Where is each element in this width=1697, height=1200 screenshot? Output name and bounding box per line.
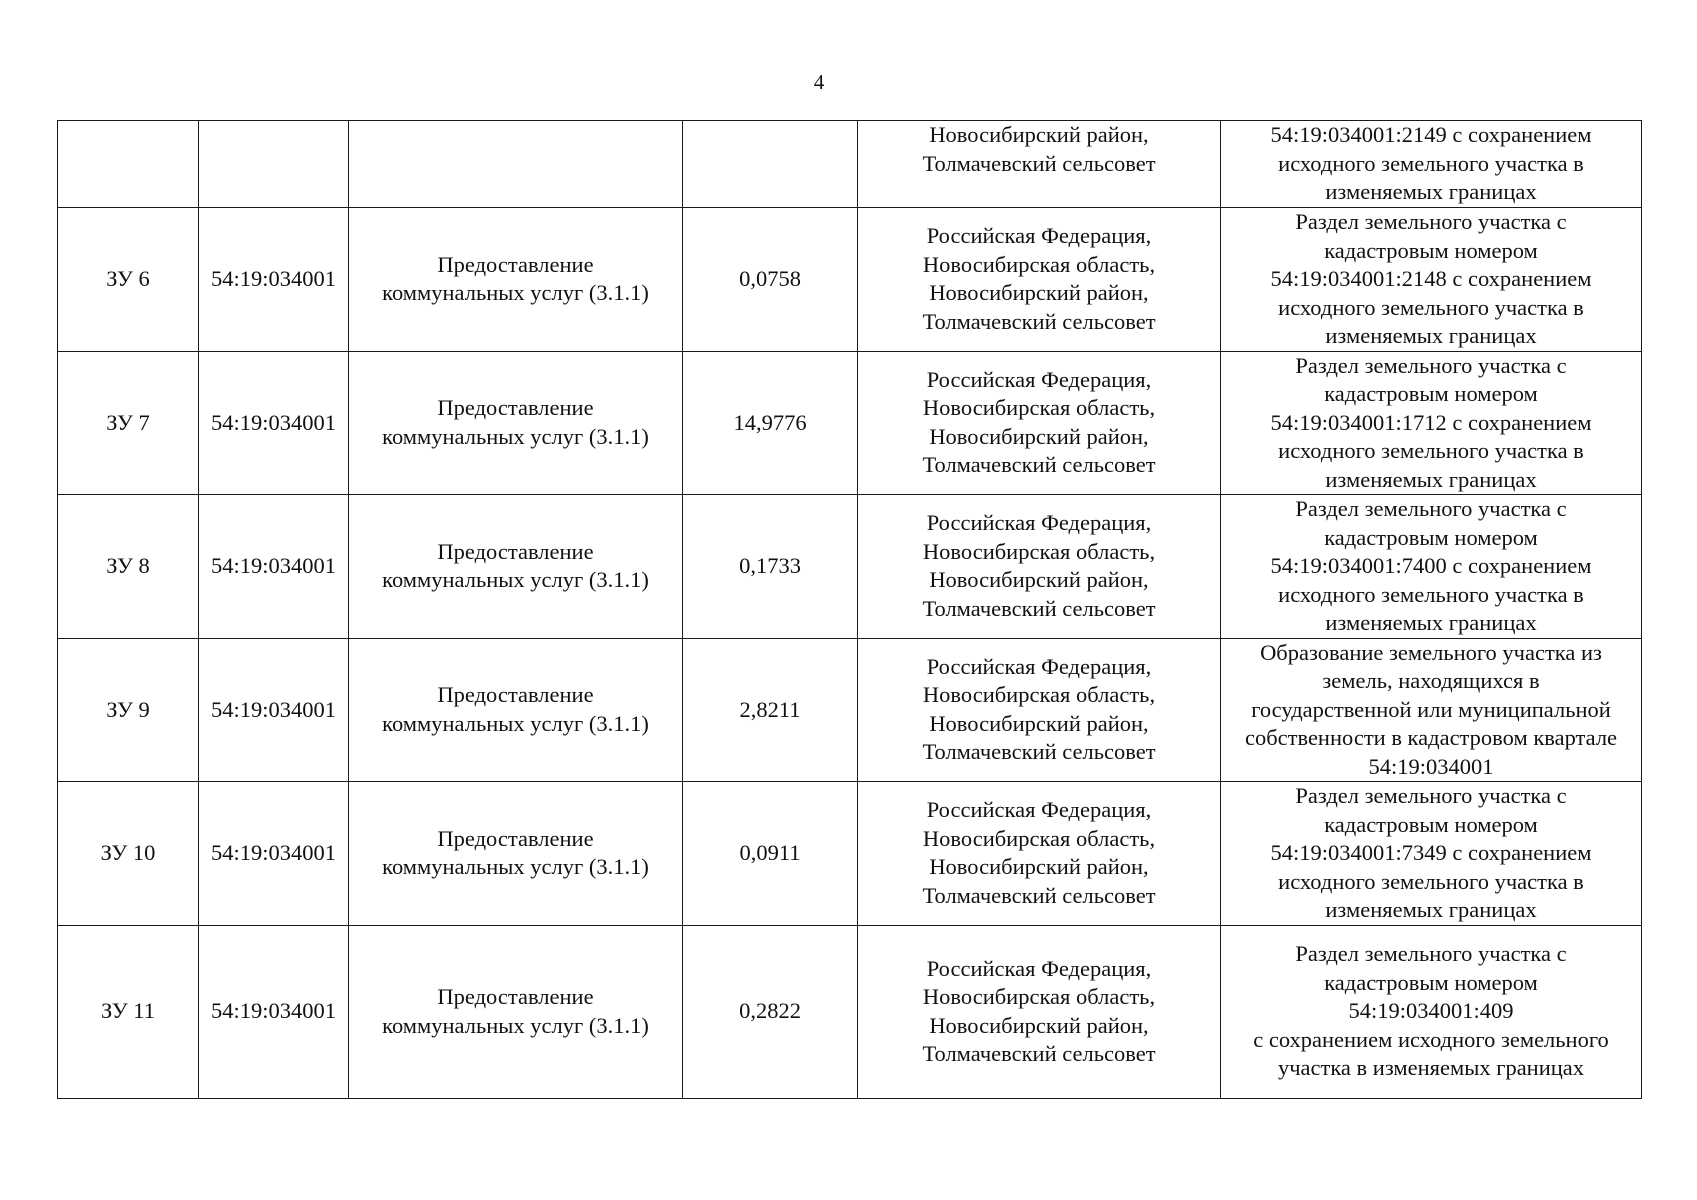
plot-id-cell: ЗУ 11 (58, 925, 199, 1098)
table-row (58, 638, 1642, 782)
location-cell: Российская Федерация, Новосибирская область, Новосибирский район, Толмачевский сельсовет (858, 495, 1221, 639)
table-row (58, 925, 1642, 1098)
cadastral-quarter-cell (199, 121, 349, 208)
plot-id-cell: ЗУ 10 (58, 782, 199, 926)
area-cell: 0,0758 (683, 208, 858, 352)
area-cell: 0,2822 (683, 925, 858, 1098)
formation-method-cell: Раздел земельного участка с кадастровым номером 54:19:034001:7400 с сохранением исходного земельного участка в изменяемых границах (1221, 495, 1642, 639)
area-cell: 2,8211 (683, 638, 858, 782)
location-cell: Российская Федерация, Новосибирская область, Новосибирский район, Толмачевский сельсовет (858, 925, 1221, 1098)
permitted-use-cell: Предоставление коммунальных услуг (3.1.1) (349, 208, 683, 352)
formation-method-cell: Раздел земельного участка с кадастровым номером 54:19:034001:7349 с сохранением исходного земельного участка в изменяемых границах (1221, 782, 1642, 926)
formation-method-cell: Образование земельного участка из земель, находящихся в государственной или муниципальной собственности в кадастровом квартале 54:19:034001 (1221, 638, 1642, 782)
location-cell: Российская Федерация, Новосибирская область, Новосибирский район, Толмачевский сельсовет (858, 782, 1221, 926)
cadastral-quarter-cell: 54:19:034001 (199, 638, 349, 782)
plot-id-cell: ЗУ 9 (58, 638, 199, 782)
plot-id-cell: ЗУ 7 (58, 351, 199, 495)
cadastral-quarter-cell: 54:19:034001 (199, 351, 349, 495)
table-row (58, 351, 1642, 495)
permitted-use-cell: Предоставление коммунальных услуг (3.1.1) (349, 925, 683, 1098)
permitted-use-cell: Предоставление коммунальных услуг (3.1.1) (349, 351, 683, 495)
table-row (58, 121, 1642, 208)
formation-method-cell: Раздел земельного участка с кадастровым номером 54:19:034001:1712 с сохранением исходного земельного участка в изменяемых границах (1221, 351, 1642, 495)
table-row (58, 495, 1642, 639)
permitted-use-cell (349, 121, 683, 208)
page-number: 4 (813, 70, 825, 94)
location-cell: Российская Федерация, Новосибирская область, Новосибирский район, Толмачевский сельсовет (858, 638, 1221, 782)
formation-method-cell: Раздел земельного участка с кадастровым номером 54:19:034001:2148 с сохранением исходного земельного участка в изменяемых границах (1221, 208, 1642, 352)
cadastral-quarter-cell: 54:19:034001 (199, 208, 349, 352)
permitted-use-cell: Предоставление коммунальных услуг (3.1.1) (349, 782, 683, 926)
table-row (58, 782, 1642, 926)
cadastral-quarter-cell: 54:19:034001 (199, 782, 349, 926)
permitted-use-cell: Предоставление коммунальных услуг (3.1.1) (349, 495, 683, 639)
plot-id-cell: ЗУ 8 (58, 495, 199, 639)
location-cell: Российская Федерация, Новосибирская область, Новосибирский район, Толмачевский сельсовет (858, 351, 1221, 495)
formation-method-cell: Раздел земельного участка с кадастровым номером 54:19:034001:409 с сохранением исходного земельного участка в изменяемых границах (1221, 925, 1642, 1098)
area-cell: 0,1733 (683, 495, 858, 639)
location-cell: Российская Федерация, Новосибирская область, Новосибирский район, Толмачевский сельсовет (858, 208, 1221, 352)
plot-id-cell: ЗУ 6 (58, 208, 199, 352)
plot-id-cell (58, 121, 199, 208)
land-plots-table (57, 120, 1642, 1099)
permitted-use-cell: Предоставление коммунальных услуг (3.1.1) (349, 638, 683, 782)
cadastral-quarter-cell: 54:19:034001 (199, 495, 349, 639)
area-cell: 14,9776 (683, 351, 858, 495)
formation-method-cell: 54:19:034001:2149 с сохранением исходного земельного участка в изменяемых границах (1221, 121, 1642, 208)
location-cell: Новосибирский район, Толмачевский сельсовет (858, 121, 1221, 208)
area-cell (683, 121, 858, 208)
table-row (58, 208, 1642, 352)
area-cell: 0,0911 (683, 782, 858, 926)
cadastral-quarter-cell: 54:19:034001 (199, 925, 349, 1098)
